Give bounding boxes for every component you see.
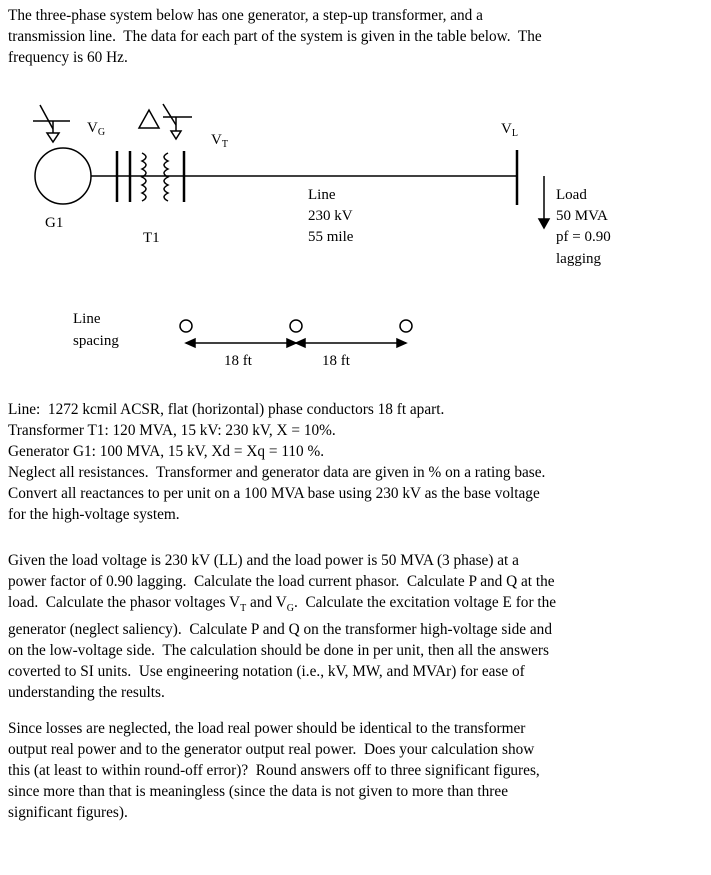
conductor-c (400, 320, 412, 332)
line-title: Line (308, 187, 336, 203)
wye-ground-slash (163, 104, 176, 125)
line-voltage: 230 kV (308, 208, 353, 224)
vt-label: $V_T$ (211, 132, 228, 150)
transformer-coil-right (164, 153, 168, 201)
intro-paragraph: The three-phase system below has one generator, a step-up transformer, and a transmission line. The data for each part of the system is given in the table below. The frequency is 60 Hz. (8, 7, 542, 66)
conductor-a (180, 320, 192, 332)
load-mva: 50 MVA (556, 208, 608, 224)
t1-label: T1 (143, 230, 160, 246)
delta-symbol (139, 110, 159, 128)
generator-ground-slash (40, 105, 53, 129)
spacing-dimension-2: 18 ft (322, 353, 350, 369)
load-lagging: lagging (556, 251, 601, 267)
spacing-label-spacing: spacing (73, 333, 119, 349)
line-length: 55 mile (308, 229, 354, 245)
one-line-diagram (0, 95, 711, 385)
transformer-coil-left (142, 153, 146, 201)
conductor-b (290, 320, 302, 332)
vl-label: $V_L$ (501, 121, 518, 139)
data-block (8, 399, 663, 525)
load-arrow-head (539, 219, 549, 228)
neglect-paragraph: Neglect all resistances. Transformer and generator data are given in % on a rating base. Convert all reactances to per unit on a 100 MVA base using 230 kV as the base voltage for the high-voltage system. (8, 464, 546, 523)
spacing-dimension-1: 18 ft (224, 353, 252, 369)
generator-g1-circle (35, 148, 91, 204)
closing-paragraph: Since losses are neglected, the load real power should be identical to the transformer output real power and to the generator output real power. Does your calculation show this (at least to within round-off error)? Round answers off to three significant figures, since more than that is meaningless (since the data is not given to more than three significant figures). (8, 720, 540, 821)
spacing-label-line: Line (73, 311, 101, 327)
g1-label: G1 (45, 215, 64, 231)
transformer-spec: Transformer T1: 120 MVA, 15 kV: 230 kV, X = 10%. (8, 422, 336, 439)
load-title: Load (556, 187, 587, 203)
vg-label: $V_G$ (87, 120, 106, 138)
generator-ground-arrow (47, 133, 59, 142)
generator-spec: Generator G1: 100 MVA, 15 kV, Xd = Xq = 110 %. (8, 443, 325, 460)
task-paragraph: Given the load voltage is 230 kV (LL) and the load power is 50 MVA (3 phase) at a power factor of 0.90 lagging. Calculate the load current phasor. Calculate P and Q at the load. Calculate the phasor voltages $V_T$ and $V_G$. Calculate the excitation voltage E for the generator (neglect saliency). Calculate P and Q on the transformer high-voltage side and on the low-voltage side. The calculation should be done in per unit, then all the answers coverted to SI units. Use engineering notation (i.e., kV, MW, and MVAr) for ease of understanding the results. (8, 552, 557, 702)
load-pf: pf = 0.90 (556, 229, 611, 245)
line-spec: Line: 1272 kcmil ACSR, flat (horizontal) phase conductors 18 ft apart. (8, 401, 445, 418)
wye-ground-arrow (171, 131, 181, 139)
